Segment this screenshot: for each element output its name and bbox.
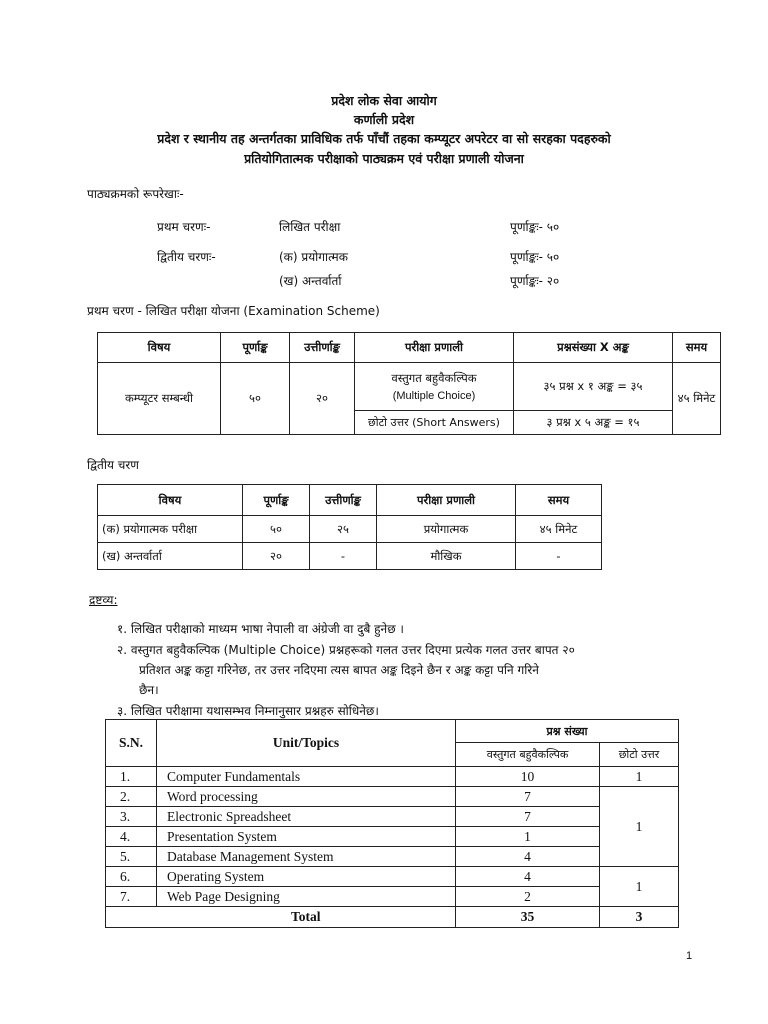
stage2-heading: द्वितीय चरण: [87, 458, 139, 472]
commission-title: प्रदेश लोक सेवा आयोग: [331, 93, 437, 108]
t2-col-pass-marks: उत्तीर्णाङ्क: [310, 485, 377, 516]
t3-topic: Electronic Spreadsheet: [157, 807, 456, 827]
t3-col-sn: S.N.: [106, 720, 157, 767]
t2-cell: (क) प्रयोगात्मक परीक्षा: [98, 516, 243, 543]
stage2-item-b: (ख) अन्तर्वार्ता: [279, 274, 342, 288]
t3-sn: 1.: [106, 767, 157, 787]
table-row: [106, 767, 679, 787]
t3-mcq: 7: [456, 787, 600, 807]
stage2-item-a: (क) प्रयोगात्मक: [279, 250, 348, 264]
table-row: [106, 887, 679, 907]
col-pass-marks: उत्तीर्णाङ्क: [290, 333, 355, 363]
table-row: [98, 516, 602, 543]
time-cell: ४५ मिनेट: [673, 363, 721, 435]
stage2-label: द्वितीय चरणः-: [157, 250, 216, 264]
topics-table: [105, 719, 679, 928]
t2-cell: ४५ मिनेट: [516, 516, 602, 543]
table-row: [106, 807, 679, 827]
t2-cell: ५०: [243, 516, 310, 543]
t3-sn: 6.: [106, 867, 157, 887]
t3-short: 1: [600, 867, 679, 907]
note-3: ३. लिखित परीक्षामा यथासम्भव निम्नानुसार प्रश्नहरु सोधिनेछ।: [117, 704, 379, 718]
t3-short: 1: [600, 787, 679, 867]
t2-cell: -: [310, 543, 377, 570]
total-row: [106, 907, 679, 928]
syllabus-title: प्रतियोगितात्मक परीक्षाको पाठ्यक्रम एवं परीक्षा प्रणाली योजना: [244, 151, 524, 166]
table-row: [98, 543, 602, 570]
outline-heading: पाठ्यक्रमको रूपरेखाः-: [87, 187, 184, 201]
t2-col-method: परीक्षा प्रणाली: [377, 485, 516, 516]
col-method: परीक्षा प्रणाली: [355, 333, 514, 363]
t3-col-topics: Unit/Topics: [157, 720, 456, 767]
t3-mcq: 4: [456, 847, 600, 867]
col-full-marks: पूर्णाङ्क: [221, 333, 290, 363]
t3-total-blank: [106, 907, 157, 928]
province-title: कर्णाली प्रदेश: [353, 112, 415, 127]
t3-total-short: 3: [600, 907, 679, 928]
method-short-cell: छोटो उत्तर (Short Answers): [355, 411, 514, 435]
col-time: समय: [673, 333, 721, 363]
t2-col-full-marks: पूर्णाङ्क: [243, 485, 310, 516]
t3-sn: 2.: [106, 787, 157, 807]
table-row: [106, 867, 679, 887]
t3-topic: Word processing: [157, 787, 456, 807]
t2-cell: मौखिक: [377, 543, 516, 570]
full-marks-cell: ५०: [221, 363, 290, 435]
pass-marks-cell: २०: [290, 363, 355, 435]
note-1: १. लिखित परीक्षाको माध्यम भाषा नेपाली वा अंग्रेजी वा दुबै हुनेछ ।: [117, 622, 404, 636]
t2-col-time: समय: [516, 485, 602, 516]
subject-cell: कम्प्यूटर सम्बन्धी: [98, 363, 221, 435]
note-2-line3: छैन।: [139, 683, 159, 697]
t3-sn: 5.: [106, 847, 157, 867]
calc-mcq-cell: ३५ प्रश्न x १ अङ्क = ३५: [514, 363, 673, 411]
t3-total-label: Total: [157, 907, 456, 928]
t3-total-mcq: 35: [456, 907, 600, 928]
t3-topic: Computer Fundamentals: [157, 767, 456, 787]
t3-mcq: 10: [456, 767, 600, 787]
note-2-line1: २. वस्तुगत बहुवैकल्पिक (Multiple Choice) प्रश्नहरूको गलत उत्तर दिएमा प्रत्येक गलत उत्तर बापत २०: [117, 643, 575, 657]
t3-sn: 4.: [106, 827, 157, 847]
table-row: [106, 827, 679, 847]
table-row: [106, 787, 679, 807]
t2-cell: २०: [243, 543, 310, 570]
t3-topic: Operating System: [157, 867, 456, 887]
scheme-heading: प्रथम चरण - लिखित परीक्षा योजना (Examination Scheme): [87, 304, 380, 318]
t3-topic: Database Management System: [157, 847, 456, 867]
note-2-line2: प्रतिशत अङ्क कट्टा गरिनेछ, तर उत्तर नदिएमा त्यस बापत अङ्क दिइने छैन र अङ्क कट्टा पनि गरिने: [139, 663, 539, 677]
stage1-marks: पूर्णाङ्कः- ५०: [510, 220, 560, 234]
t2-cell: प्रयोगात्मक: [377, 516, 516, 543]
exam-scheme-table: [97, 332, 721, 435]
t3-col-short: छोटो उत्तर: [600, 743, 679, 767]
t3-short: 1: [600, 767, 679, 787]
t3-sn: 7.: [106, 887, 157, 907]
stage2-table: [97, 484, 602, 570]
t3-topic: Presentation System: [157, 827, 456, 847]
stage1-label: प्रथम चरणः-: [157, 220, 211, 234]
method-mcq-np: वस्तुगत बहुवैकल्पिक: [391, 371, 477, 385]
col-question-marks: प्रश्नसंख्या X अङ्क: [514, 333, 673, 363]
t3-col-mcq: वस्तुगत बहुवैकल्पिक: [456, 743, 600, 767]
notes-heading: द्रष्टव्य:: [89, 593, 118, 607]
t3-mcq: 1: [456, 827, 600, 847]
t3-mcq: 2: [456, 887, 600, 907]
stage2-marks-a: पूर्णाङ्कः- ५०: [510, 250, 560, 264]
t3-sn: 3.: [106, 807, 157, 827]
table-row: [106, 847, 679, 867]
t3-mcq: 7: [456, 807, 600, 827]
stage2-marks-b: पूर्णाङ्कः- २०: [510, 274, 560, 288]
calc-short-cell: ३ प्रश्न x ५ अङ्क = १५: [514, 411, 673, 435]
t3-topic: Web Page Designing: [157, 887, 456, 907]
col-subject: विषय: [98, 333, 221, 363]
t2-cell: २५: [310, 516, 377, 543]
method-mcq-cell: [355, 363, 514, 411]
t2-cell: -: [516, 543, 602, 570]
t3-mcq: 4: [456, 867, 600, 887]
post-title: प्रदेश र स्थानीय तह अन्तर्गतका प्राविधिक तर्फ पाँचौं तहका कम्प्यूटर अपरेटर वा सो सरहका पदहरुको: [157, 131, 611, 146]
t2-col-subject: विषय: [98, 485, 243, 516]
stage1-item: लिखित परीक्षा: [279, 220, 341, 234]
t2-cell: (ख) अन्तर्वार्ता: [98, 543, 243, 570]
page-number: 1: [686, 950, 693, 962]
t3-col-question-count: प्रश्न संख्या: [456, 720, 679, 743]
method-mcq-en: (Multiple Choice): [392, 390, 476, 402]
